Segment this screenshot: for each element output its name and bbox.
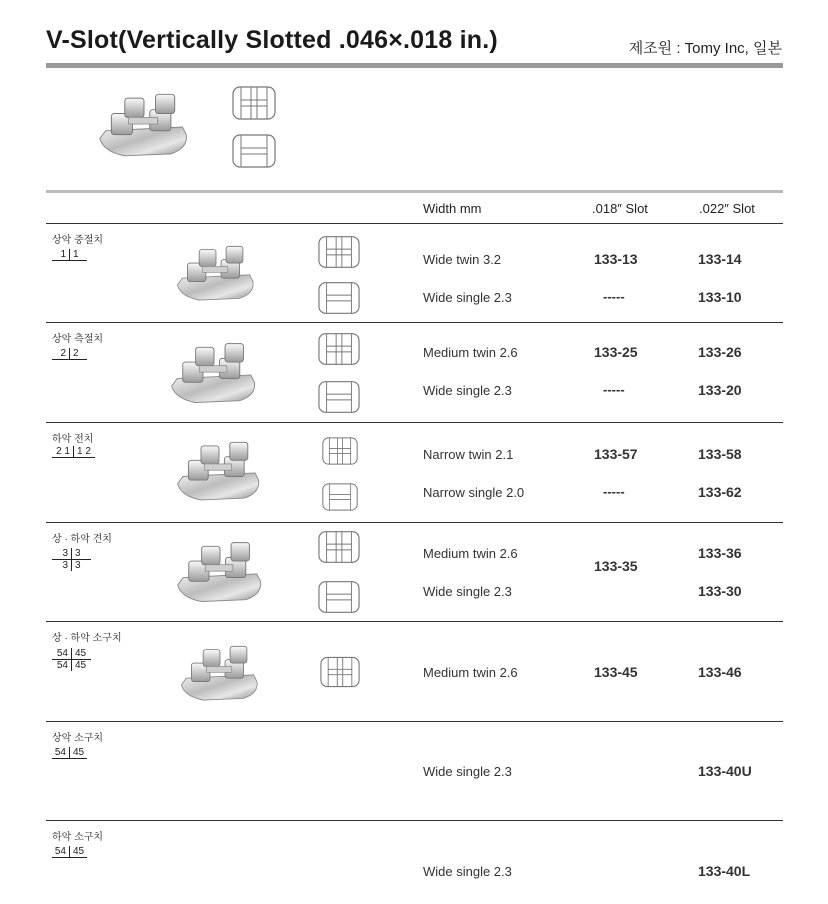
twin-bracket-outline-icon (318, 235, 360, 269)
code-018: 133-13 (594, 251, 638, 267)
table-row (46, 223, 783, 322)
tooth-notation: 3 3 3 3 (52, 548, 91, 571)
bracket-photo-icon (168, 336, 260, 412)
tooth-notation: 2 1 1 2 (52, 446, 95, 458)
single-bracket-outline-icon (318, 281, 360, 315)
table-row (46, 422, 783, 522)
tooth-label: 상 · 하악 견치 (52, 534, 112, 545)
tooth-label: 상악 중절치 (52, 235, 104, 246)
tooth-notation: 1 1 (52, 249, 87, 261)
tooth-notation: 2 2 (52, 348, 87, 360)
code-022: 133-30 (698, 583, 742, 599)
code-018: 133-45 (594, 664, 638, 680)
col-header-018: .018″ Slot (592, 201, 648, 216)
variant-name: Wide twin 3.2 (423, 252, 502, 267)
code-022: 133-40L (698, 863, 751, 879)
tooth-notation: 54 45 (52, 747, 87, 759)
code-018: ----- (603, 289, 625, 304)
col-header-width: Width mm (423, 201, 482, 216)
code-022: 133-26 (698, 344, 742, 360)
bracket-photo-icon (174, 239, 258, 309)
twin-bracket-outline-icon (232, 86, 276, 120)
variant-name: Medium twin 2.6 (423, 546, 518, 561)
table-row (46, 322, 783, 422)
table-row (46, 721, 783, 820)
tooth-notation: 54 45 54 45 (52, 648, 91, 671)
tooth-label: 하악 소구치 (52, 832, 104, 843)
code-022: 133-62 (698, 484, 742, 500)
tooth-label: 하악 전치 (52, 434, 94, 445)
tooth-notation: 54 45 (52, 846, 87, 858)
twin-bracket-outline-icon (320, 655, 360, 689)
variant-name: Wide single 2.3 (423, 584, 512, 599)
code-018-shared: 133-35 (594, 558, 638, 574)
tooth-label: 상악 측절치 (52, 334, 104, 345)
single-bracket-outline-icon (232, 134, 276, 168)
code-022: 133-40U (698, 763, 752, 779)
variant-name: Wide single 2.3 (423, 764, 512, 779)
single-bracket-outline-icon (322, 480, 358, 514)
table-row (46, 621, 783, 721)
variant-name: Wide single 2.3 (423, 383, 512, 398)
bracket-photo-icon (174, 432, 264, 512)
table-row (46, 522, 783, 621)
code-022: 133-36 (698, 545, 742, 561)
tooth-label: 상 · 하악 소구치 (52, 633, 122, 644)
variant-name: Medium twin 2.6 (423, 345, 518, 360)
title-divider (46, 63, 783, 68)
code-018: 133-57 (594, 446, 638, 462)
tooth-label: 상악 소구치 (52, 733, 104, 744)
code-018: ----- (603, 484, 625, 499)
variant-name: Wide single 2.3 (423, 290, 512, 305)
variant-name: Medium twin 2.6 (423, 665, 518, 680)
single-bracket-outline-icon (318, 580, 360, 614)
variant-name: Wide single 2.3 (423, 864, 512, 879)
bracket-photo-icon (96, 86, 192, 166)
variant-name: Narrow twin 2.1 (423, 447, 514, 462)
twin-bracket-outline-icon (318, 332, 360, 366)
code-022: 133-10 (698, 289, 742, 305)
col-header-022: .022″ Slot (699, 201, 755, 216)
header-divider (46, 190, 783, 193)
code-018: ----- (603, 382, 625, 397)
variant-name: Narrow single 2.0 (423, 485, 525, 500)
code-022: 133-46 (698, 664, 742, 680)
single-bracket-outline-icon (318, 380, 360, 414)
bracket-photo-icon (174, 534, 266, 612)
twin-bracket-outline-icon (318, 530, 360, 564)
code-022: 133-20 (698, 382, 742, 398)
code-018: 133-25 (594, 344, 638, 360)
page-title: V-Slot(Vertically Slotted .046×.018 in.) (46, 26, 498, 54)
code-022: 133-58 (698, 446, 742, 462)
manufacturer-label: 제조원 : Tomy Inc, 일본 (628, 40, 782, 57)
table-row (46, 820, 783, 904)
bracket-photo-icon (178, 635, 262, 713)
code-022: 133-14 (698, 251, 742, 267)
twin-bracket-outline-icon (322, 434, 358, 468)
